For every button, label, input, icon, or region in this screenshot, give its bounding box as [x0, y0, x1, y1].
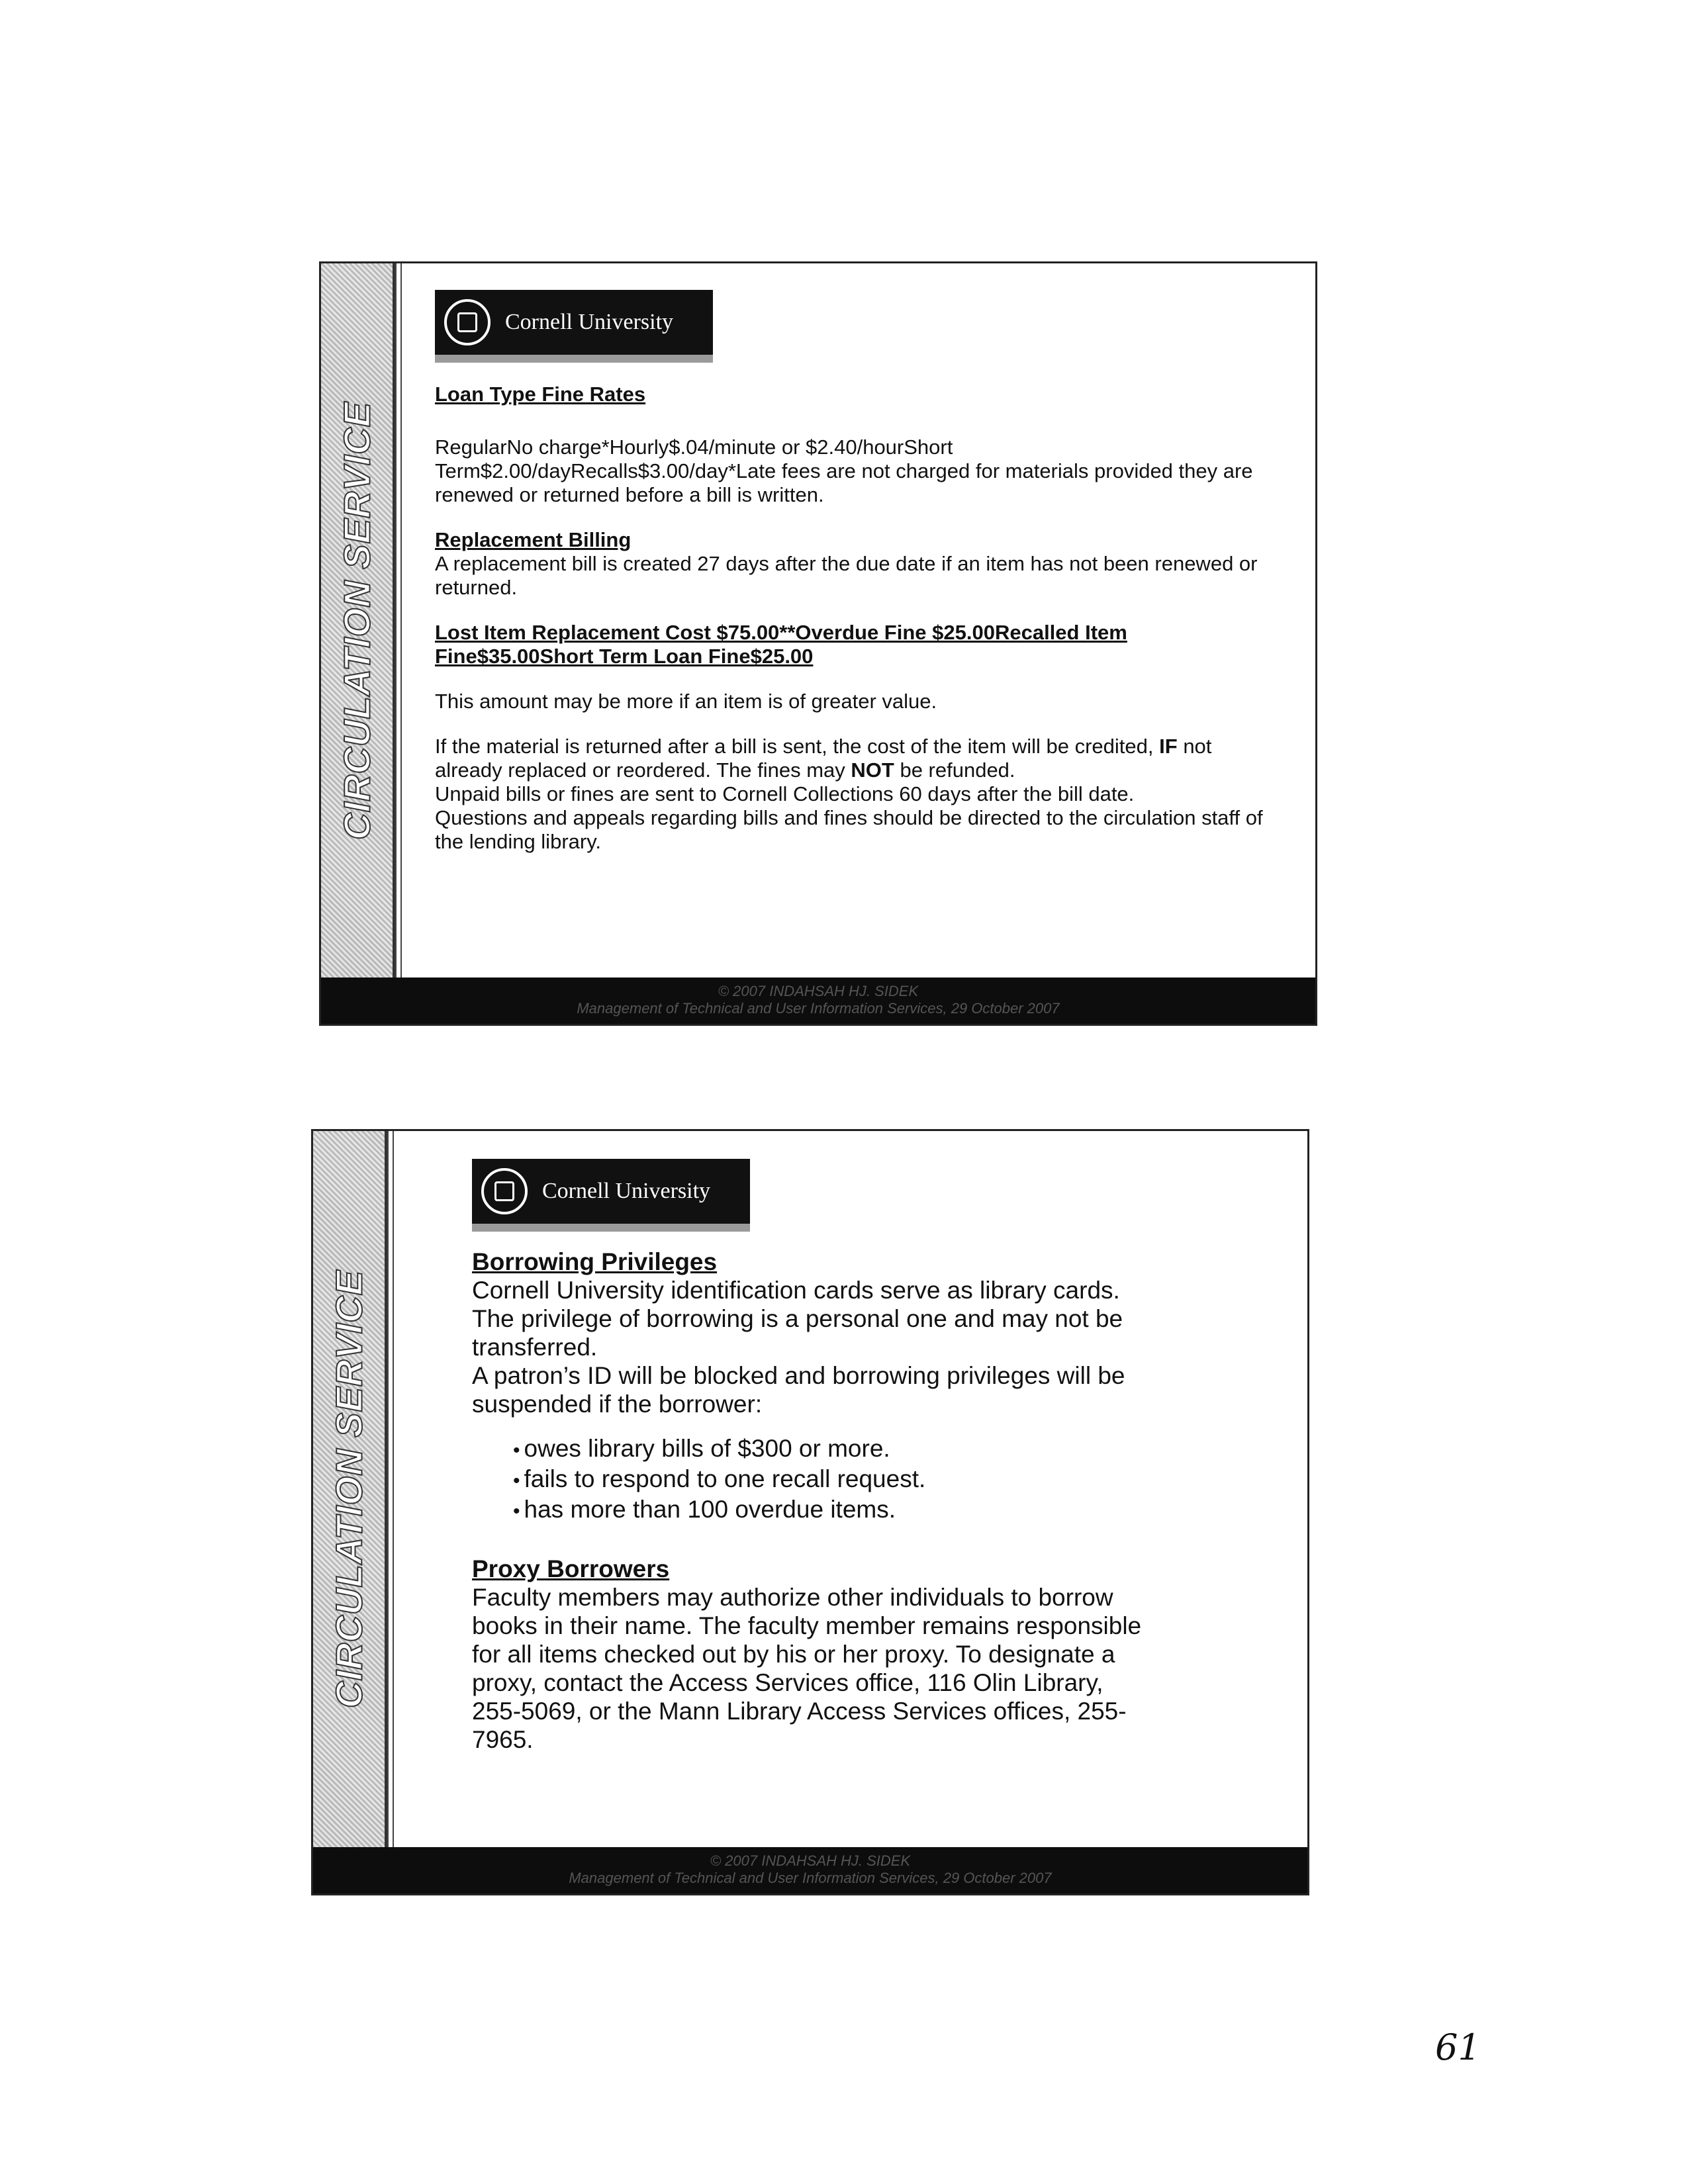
- page-number: 61: [1435, 2026, 1481, 2068]
- slide-borrowing-privileges: [311, 1129, 1309, 1895]
- returned-text-a: If the material is returned after a bill is sent, the cost of the item will be credited,: [435, 735, 1154, 758]
- returned-text-not: NOT: [851, 758, 894, 782]
- proxy-heading: Proxy Borrowers: [472, 1555, 670, 1582]
- slide-fine-rates: [319, 261, 1317, 1026]
- sidebar: [321, 263, 395, 978]
- proxy-text: Faculty members may authorize other individuals to borrow books in their name. The faculty member remains responsible for all items checked out by his or her proxy. To designate a proxy, contact the Access Services office, 116 Olin Library, 255-5069, or the Mann Library Access Services offices, 255-7965.: [472, 1584, 1142, 1753]
- slide-footer: [321, 978, 1315, 1024]
- borrowing-text-1: Cornell University identification cards serve as library cards. The privilege of borrowing is a personal one and may not be transferred.: [472, 1277, 1123, 1361]
- amount-text: This amount may be more if an item is of greater value.: [435, 690, 937, 713]
- lost-item-heading: Lost Item Replacement Cost $75.00**Overdue Fine $25.00Recalled Item Fine$35.00Short Term Loan Fine$25.00: [435, 621, 1127, 668]
- list-item: • owes library bills of $300 or more.: [513, 1434, 1154, 1465]
- footer-subtitle: Management of Technical and User Information Services, 29 October 2007: [577, 1000, 1060, 1017]
- loan-type-heading: Loan Type Fine Rates: [435, 383, 646, 406]
- sidebar-label: CIRCULATION SERVICE: [328, 1270, 370, 1708]
- unpaid-text: Unpaid bills or fines are sent to Cornell Collections 60 days after the bill date.: [435, 782, 1135, 805]
- returned-text-c: be refunded.: [900, 758, 1015, 782]
- footer-copyright: © 2007 INDAHSAH HJ. SIDEK: [710, 1852, 911, 1869]
- questions-text: Questions and appeals regarding bills and fines should be directed to the circulation staff of the lending library.: [435, 806, 1263, 853]
- sidebar-label: CIRCULATION SERVICE: [336, 401, 378, 840]
- footer-copyright: © 2007 INDAHSAH HJ. SIDEK: [718, 983, 919, 999]
- seal-icon: [481, 1168, 528, 1214]
- seal-icon: [444, 299, 491, 345]
- footer-subtitle: Management of Technical and User Information Services, 29 October 2007: [569, 1870, 1052, 1886]
- sidebar-divider: [395, 263, 402, 978]
- returned-text-if: IF: [1159, 735, 1178, 758]
- sidebar: [313, 1131, 387, 1847]
- cornell-logo: [472, 1159, 750, 1232]
- list-item: • has more than 100 overdue items.: [513, 1495, 1154, 1525]
- slide-content: [435, 383, 1269, 854]
- borrowing-heading: Borrowing Privileges: [472, 1248, 718, 1275]
- slide-content: [472, 1248, 1154, 1754]
- returned-text-b: not already replaced or reordered. The fines may: [435, 735, 1212, 782]
- logo-text: Cornell University: [505, 310, 674, 334]
- borrowing-text-2: A patron’s ID will be blocked and borrowing privileges will be suspended if the borrower:: [472, 1362, 1125, 1418]
- replacement-billing-text: A replacement bill is created 27 days after the due date if an item has not been renewed or returned.: [435, 552, 1258, 599]
- sidebar-divider: [387, 1131, 394, 1847]
- replacement-billing-heading: Replacement Billing: [435, 528, 632, 551]
- returned-text: [435, 735, 1269, 782]
- slide-footer: [313, 1847, 1307, 1893]
- list-item: • fails to respond to one recall request.: [513, 1465, 1154, 1495]
- cornell-logo: [435, 290, 713, 363]
- logo-text: Cornell University: [542, 1179, 711, 1203]
- borrower-conditions-list: [513, 1434, 1154, 1525]
- loan-type-text: RegularNo charge*Hourly$.04/minute or $2.40/hourShort Term$2.00/dayRecalls$3.00/day*Late fees are not charged for materials provided they are renewed or returned before a bill is written.: [435, 435, 1253, 506]
